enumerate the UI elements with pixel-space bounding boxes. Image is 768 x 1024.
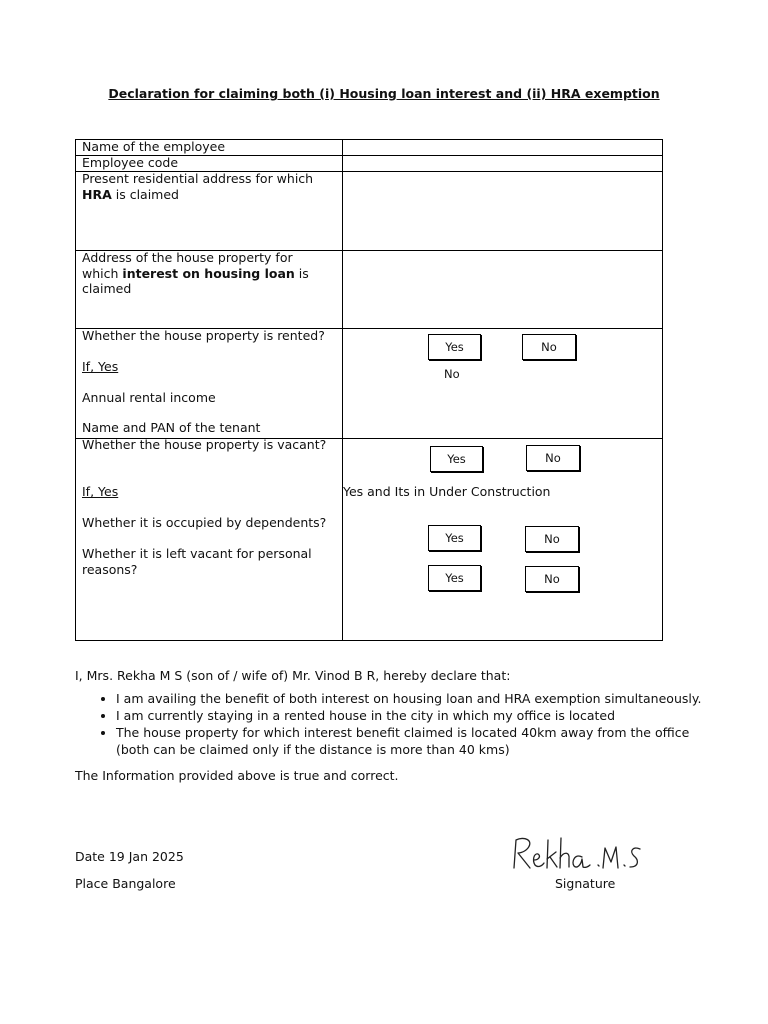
- personal-no-box[interactable]: No: [525, 566, 579, 592]
- document-title: Declaration for claiming both (i) Housing loan interest and (ii) HRA exemption: [108, 86, 660, 101]
- rented-yes-box[interactable]: Yes: [428, 334, 481, 360]
- signature-image: [508, 832, 648, 876]
- rented-no-box[interactable]: No: [522, 334, 576, 360]
- declaration-form-table: [75, 139, 663, 641]
- declaration-section: [75, 667, 735, 784]
- declaration-confirmation: The Information provided above is true and correct.: [75, 768, 399, 783]
- personal-reasons-question: Whether it is left vacant for personal reasons?: [82, 546, 312, 577]
- date-line: Date 19 Jan 2025: [75, 849, 184, 864]
- declaration-bullet: • I am currently staying in a rented house in the city in which my office is located: [116, 707, 735, 724]
- tenant-pan-label: Name and PAN of the tenant: [82, 420, 261, 435]
- rented-question: Whether the house property is rented?: [82, 328, 325, 343]
- column-divider: [342, 139, 343, 641]
- declaration-list: [75, 690, 735, 758]
- rented-answer: No: [444, 367, 460, 381]
- personal-yes-box[interactable]: Yes: [428, 565, 481, 591]
- table-border-right: [662, 139, 663, 641]
- property-address-label: Address of the house property for which interest on housing loan is claimed: [82, 250, 309, 296]
- vacant-question: Whether the house property is vacant?: [82, 437, 327, 452]
- signature-label: Signature: [555, 876, 616, 891]
- vacant-no-box[interactable]: No: [526, 445, 580, 471]
- employee-code-label: Employee code: [82, 155, 179, 170]
- occupied-question: Whether it is occupied by dependents?: [82, 515, 327, 530]
- table-border-bottom: [75, 640, 663, 641]
- vacant-yes-box[interactable]: Yes: [430, 446, 483, 472]
- vacant-answer: Yes and Its in Under Construction: [343, 484, 551, 499]
- declaration-bullet: • I am availing the benefit of both interest on housing loan and HRA exemption simultaneously.: [116, 690, 735, 707]
- occupied-no-box[interactable]: No: [525, 526, 579, 552]
- employee-name-label: Name of the employee: [82, 139, 226, 154]
- place-line: Place Bangalore: [75, 876, 176, 891]
- declaration-intro: I, Mrs. Rekha M S (son of / wife of) Mr. Vinod B R, hereby declare that:: [75, 668, 511, 683]
- if-yes-label: If, Yes: [82, 484, 119, 499]
- table-border-left: [75, 139, 76, 641]
- if-yes-label: If, Yes: [82, 359, 119, 374]
- hra-address-label: Present residential address for which HRA is claimed: [82, 171, 314, 202]
- annual-rental-income-label: Annual rental income: [82, 390, 216, 405]
- declaration-bullet: • The house property for which interest benefit claimed is located 40km away from the office (both can be claimed only if the distance is more than 40 kms): [116, 724, 735, 758]
- occupied-yes-box[interactable]: Yes: [428, 525, 481, 551]
